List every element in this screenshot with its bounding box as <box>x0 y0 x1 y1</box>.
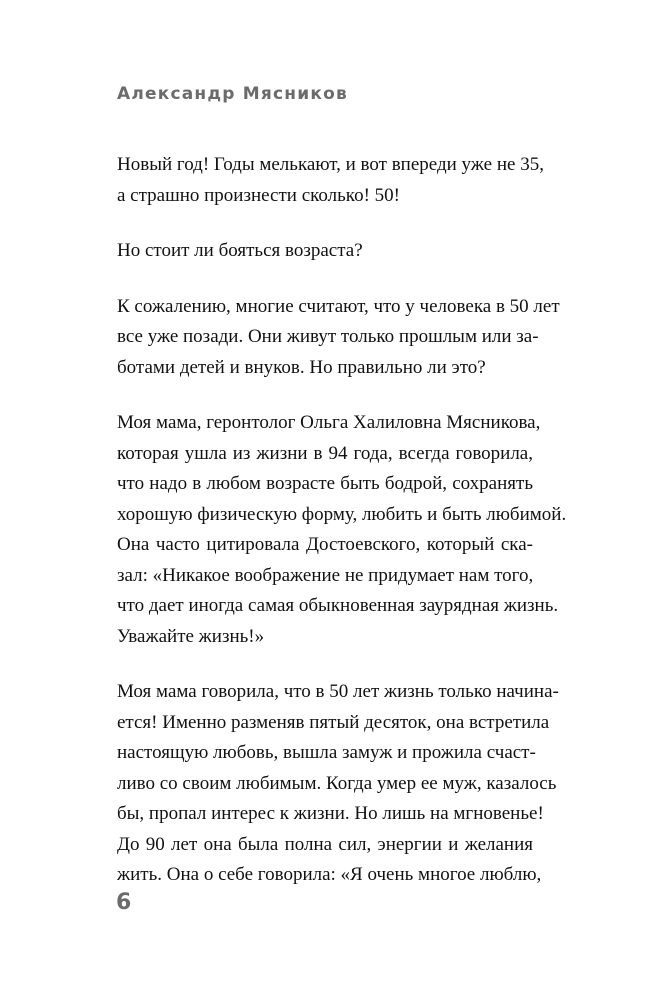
text-line: До 90 лет она была полна сил, энергии и желания <box>117 833 533 855</box>
text-line: ется! Именно разменяв пятый десяток, она встретила <box>117 711 550 733</box>
text-line: Она часто цитировала Достоевского, который ска- <box>117 534 533 555</box>
text-line: Моя мама, геронтолог Ольга Халиловна Мясникова, <box>117 412 541 433</box>
text-line: хорошую физическую форму, любить и быть любимой. <box>117 503 567 525</box>
running-head: Александр Мясников <box>117 84 348 104</box>
text-line: которая ушла из жизни в 94 года, всегда говорила, <box>117 442 533 464</box>
text-line: ливо со своим любимым. Когда умер ее муж, казалось <box>117 772 557 794</box>
text-line: ботами детей и внуков. Но правильно ли это? <box>117 356 486 378</box>
text-line: настоящую любовь, вышла замуж и прожила счаст- <box>117 742 536 763</box>
text-line: К сожалению, многие считают, что у человека в 50 лет <box>117 295 560 317</box>
text-line: что дает иногда самая обыкновенная заурядная жизнь. <box>117 595 559 616</box>
body-text <box>117 150 567 891</box>
text-line: бы, пропал интерес к жизни. Но лишь на мгновенье! <box>117 803 544 824</box>
text-line: а страшно произнести сколько! 50! <box>117 184 400 206</box>
text-line: зал: «Никакое воображение не придумает нам того, <box>117 564 534 586</box>
text-line: все уже позади. Они живут только прошлым или за- <box>117 326 539 347</box>
text-line: Новый год! Годы мелькают, и вот впереди уже не 35, <box>117 154 544 175</box>
text-line: Моя мама говорила, что в 50 лет жизнь только начина- <box>117 681 559 702</box>
page-number: 6 <box>116 890 132 915</box>
text-line: жить. Она о себе говорила: «Я очень многое люблю, <box>117 864 542 885</box>
text-line: что надо в любом возрасте быть бодрой, сохранять <box>117 473 533 494</box>
text-line: Но стоит ли бояться возраста? <box>117 240 363 261</box>
text-line: Уважайте жизнь!» <box>117 625 265 647</box>
